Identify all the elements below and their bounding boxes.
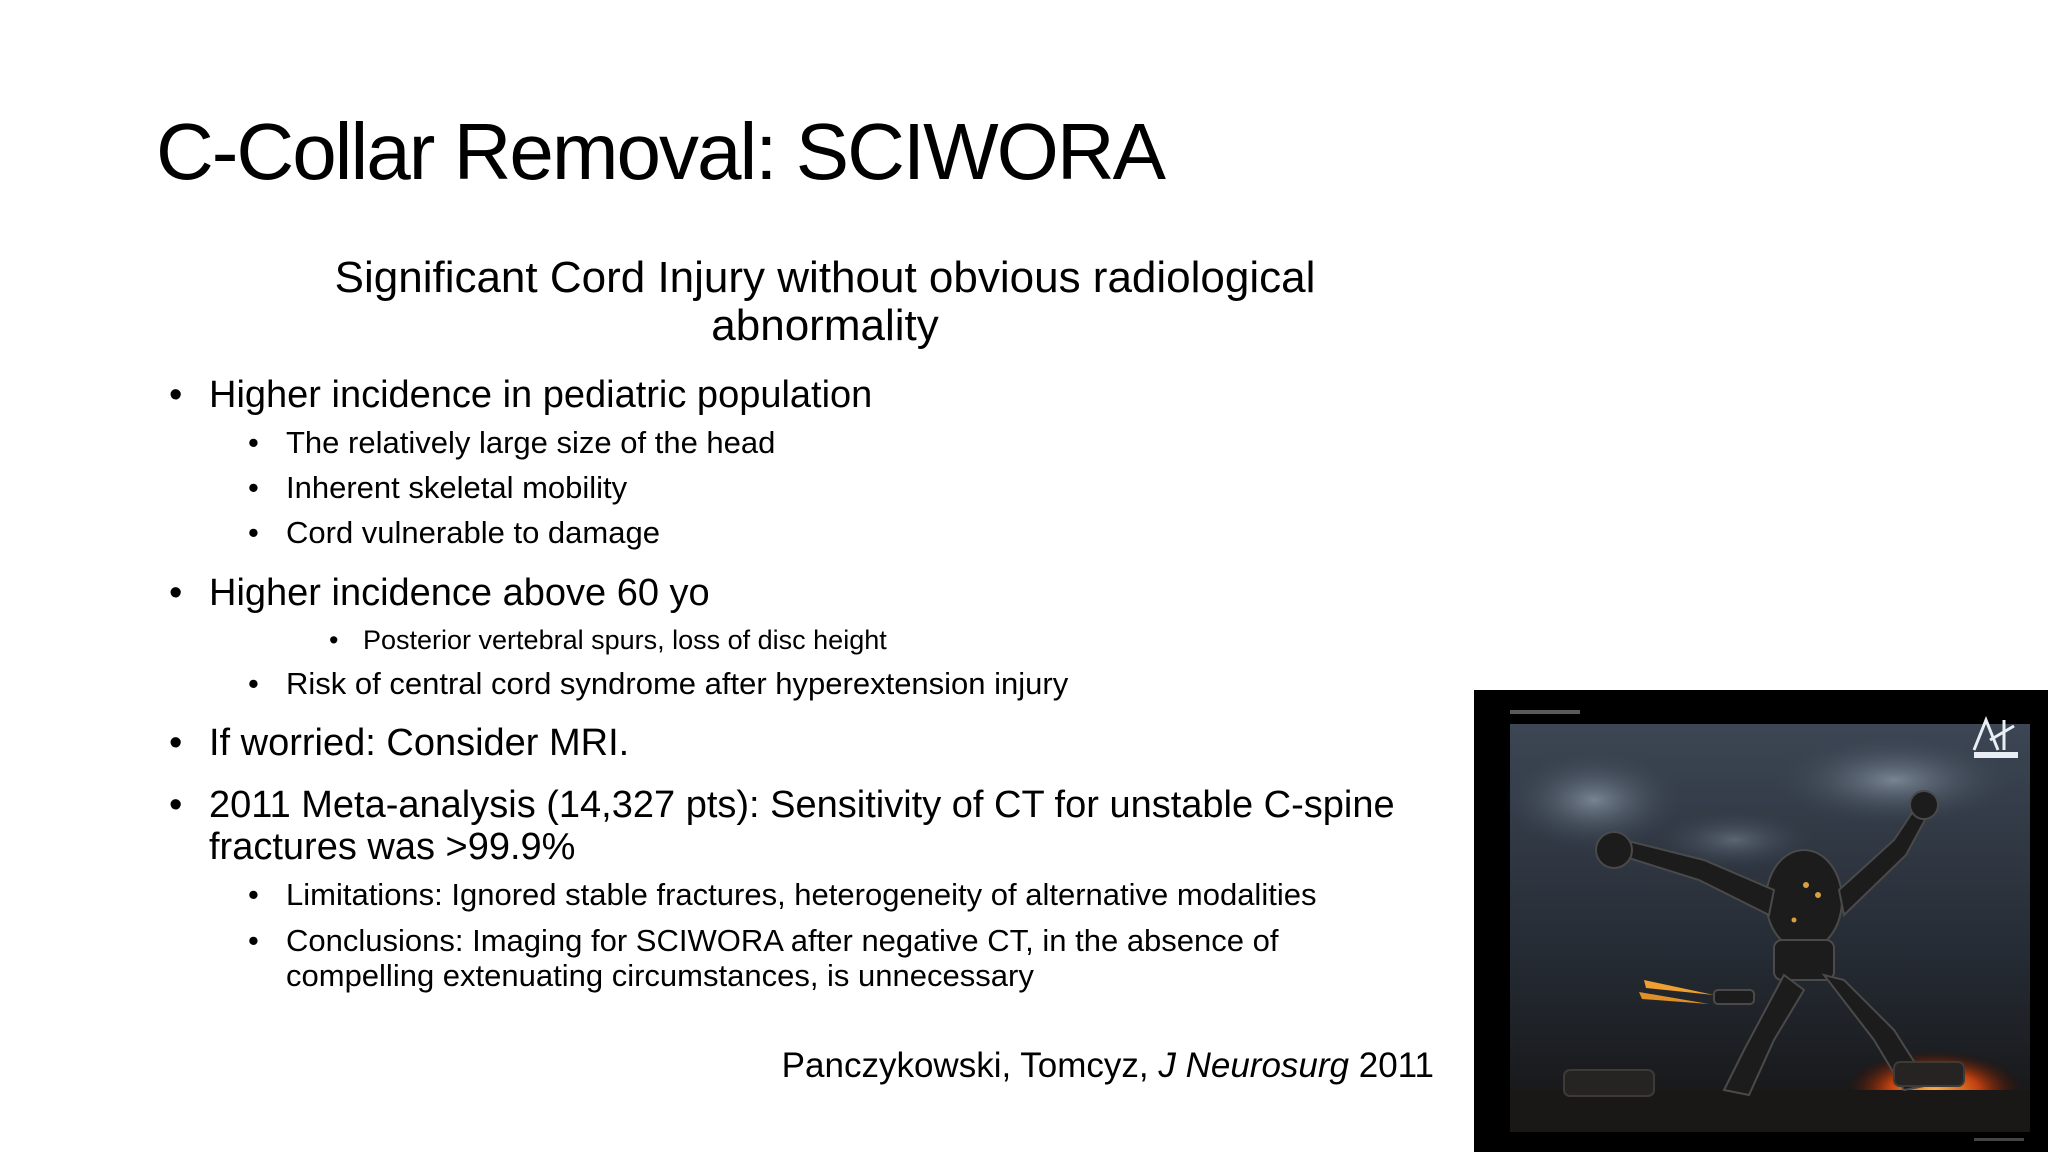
subtitle-line-1: Significant Cord Injury without obvious radiological [334, 253, 1316, 302]
citation-authors: Panczykowski, Tomcyz, [781, 1046, 1149, 1085]
bullet-text: Limitations: Ignored stable fractures, heterogeneity of alternative modalities [286, 877, 1317, 912]
bullet-text: Posterior vertebral spurs, loss of disc height [363, 625, 887, 655]
bullet-continuation [286, 958, 1034, 993]
citation-year: 2011 [1358, 1046, 1434, 1085]
sub-bullet-item [248, 666, 1069, 701]
war-machine-artwork-icon [1474, 690, 2048, 1152]
bullet-dot: • [248, 923, 259, 958]
slide-subtitle [160, 254, 1490, 350]
sub-bullet-item [248, 425, 776, 460]
bullet-item [169, 784, 1395, 826]
bullet-dot: • [329, 625, 339, 655]
sub-sub-bullet-item [329, 625, 887, 656]
title-sub: SCIWORA [795, 107, 1164, 196]
bullet-item [169, 572, 710, 614]
bullet-text-line-1: 2011 Meta-analysis (14,327 pts): Sensitivity of CT for unstable C-spine [209, 784, 1395, 826]
bullet-text: Cord vulnerable to damage [286, 515, 660, 550]
citation-journal: J Neurosurg [1158, 1046, 1349, 1085]
sub-bullet-item [248, 515, 660, 550]
citation [782, 1046, 1434, 1086]
bullet-dot: • [169, 374, 183, 416]
bullet-text: Higher incidence above 60 yo [209, 572, 710, 614]
bullet-dot: • [248, 470, 259, 505]
bullet-dot: • [169, 572, 183, 614]
bullet-continuation [209, 826, 575, 868]
bullet-dot: • [248, 425, 259, 460]
sub-bullet-item [248, 470, 628, 505]
bullet-text-line-2: fractures was >99.9% [209, 826, 576, 868]
bullet-text: Higher incidence in pediatric population [209, 374, 873, 416]
bullet-text: Risk of central cord syndrome after hyperextension injury [286, 666, 1069, 701]
bullet-dot: • [248, 666, 259, 701]
bullet-text: Inherent skeletal mobility [286, 470, 628, 505]
bullet-dot: • [248, 877, 259, 912]
bullet-text-line-1: Conclusions: Imaging for SCIWORA after negative CT, in the absence of [286, 923, 1279, 958]
bullet-item [169, 374, 873, 416]
sub-bullet-item [248, 923, 1279, 958]
bullet-dot: • [169, 784, 183, 826]
bullet-text: If worried: Consider MRI. [209, 722, 630, 764]
bullet-dot: • [169, 722, 183, 764]
bullet-item [169, 722, 630, 764]
bullet-text-line-2: compelling extenuating circumstances, is unnecessary [286, 958, 1034, 993]
slide-title [156, 107, 1164, 196]
sub-bullet-item [248, 877, 1317, 912]
title-main: C-Collar Removal: [156, 107, 776, 196]
subtitle-line-2: abnormality [711, 301, 939, 350]
bullet-dot: • [248, 515, 259, 550]
bullet-text: The relatively large size of the head [286, 425, 776, 460]
